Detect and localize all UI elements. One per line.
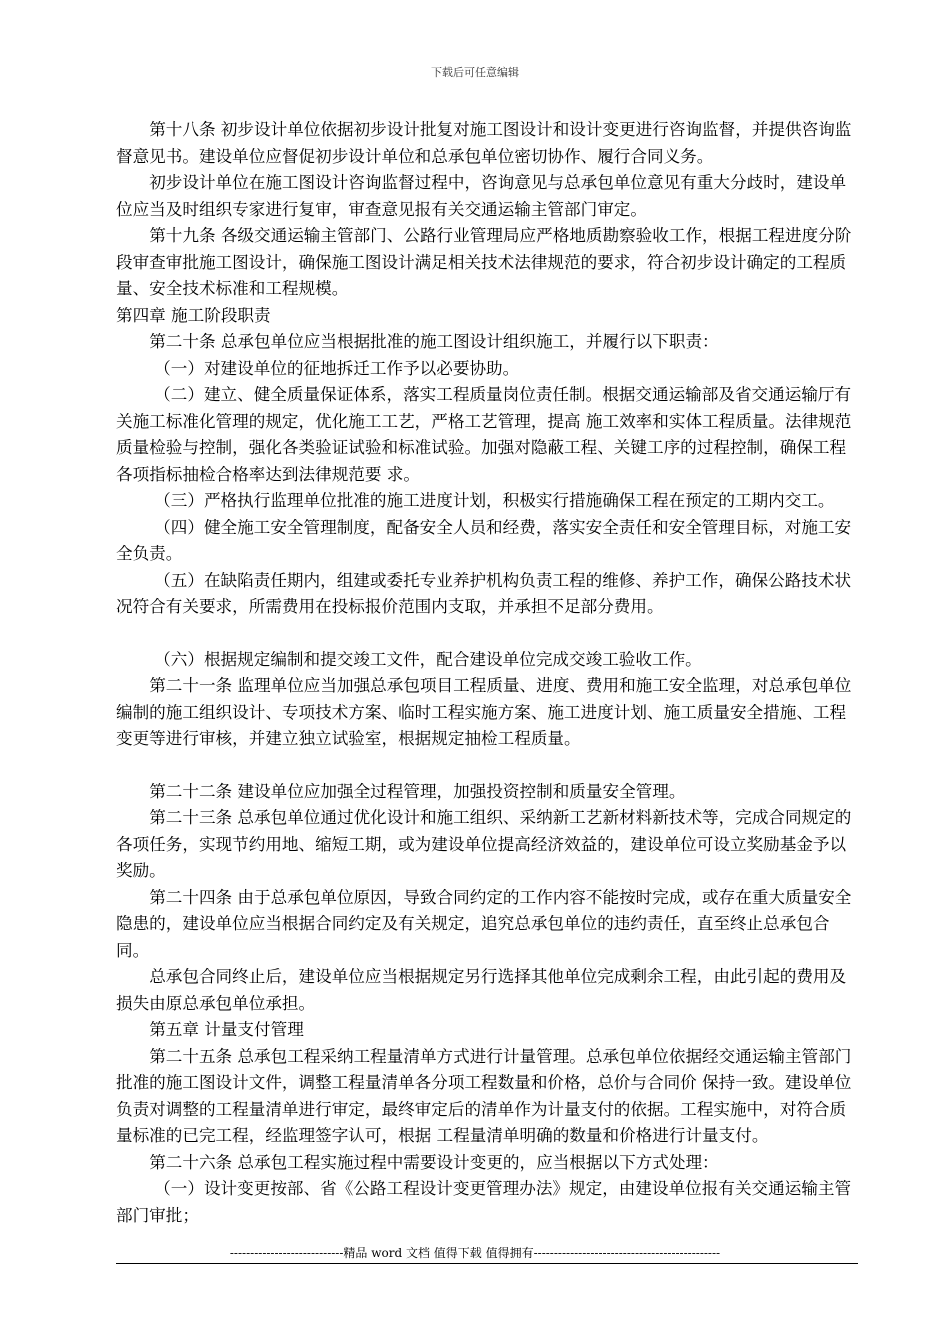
paragraph-article-20: 第二十条 总承包单位应当根据批准的施工图设计组织施工，并履行以下职责： [149,332,719,351]
page-footer: ----------------------------精品 word 文档 值得下载 值得拥有---------------------------------------------- [229,1246,721,1260]
paragraph-article-23: 第二十三条 总承包单位通过优化设计和施工组织、采纳新工艺新材料新技术等，完成合同规定的各项任务，实现节约用地、缩短工期，或为建设单位提高经济效益的，建设单位可设立奖励基金予以奖励。 [116,808,852,880]
footer-rule [116,1263,858,1264]
page-header: 下载后可任意编辑 [431,66,519,79]
chapter-heading-5: 第五章 计量支付管理 [149,1020,304,1039]
list-item-5: （五）在缺陷责任期内，组建或委托专业养护机构负责工程的维修、养护工作，确保公路技术状况符合有关要求，所需费用在投标报价范围内支取，并承担不足部分费用。 [116,570,852,616]
paragraph-article-22: 第二十二条 建设单位应加强全过程管理，加强投资控制和质量安全管理。 [149,781,686,801]
list-item-6: （六）根据规定编制和提交竣工文件，配合建设单位完成交竣工验收工作。 [154,649,702,669]
list-item-4: （四）健全施工安全管理制度，配备安全人员和经费，落实安全责任和安全管理目标，对施工安全负责。 [116,517,852,563]
document-body [116,117,854,1229]
list-item-2: （二）建立、健全质量保证体系，落实工程质量岗位责任制。根据交通运输部及省交通运输厅有关施工标准化管理的规定，优化施工工艺，严格工艺管理，提高 施工效率和实体工程质量。法律规范质量检验与控制，强化各类验证试验和标准试验。加强对隐蔽工程、关键工序的过程控制，确保工程各项指标抽检合格率达到法律规范要 求。 [116,385,852,484]
paragraph-article-24: 第二十四条 由于总承包单位原因，导致合同约定的工作内容不能按时完成，或存在重大质量安全隐患的，建设单位应当根据合同约定及有关规定，追究总承包单位的违约责任，直至终止总承包合同。 [116,887,852,960]
paragraph-article-18: 第十八条 初步设计单位依据初步设计批复对施工图设计和设计变更进行咨询监督，并提供咨询监督意见书。建设单位应督促初步设计单位和总承包单位密切协作、履行合同义务。 [116,120,852,166]
list-item-3: （三）严格执行监理单位批准的施工进度计划，积极实行措施确保工程在预定的工期内交工。 [154,491,835,510]
list-item-26-1: （一）设计变更按部、省《公路工程设计变更管理办法》规定，由建设单位报有关交通运输主管部门审批； [116,1179,852,1225]
paragraph-article-19: 第十九条 各级交通运输主管部门、公路行业管理局应严格地质勘察验收工作，根据工程进度分阶段审查审批施工图设计，确保施工图设计满足相关技术法律规范的要求，符合初步设计确定的工程质量、安全技术标准和工程规模。 [116,226,852,298]
list-item-1: （一）对建设单位的征地拆迁工作予以必要协助。 [154,358,520,378]
paragraph-article-18-cont: 初步设计单位在施工图设计咨询监督过程中，咨询意见与总承包单位意见有重大分歧时，建设单位应当及时组织专家进行复审，审查意见报有关交通运输主管部门审定。 [116,173,847,219]
paragraph-article-21: 第二十一条 监理单位应当加强总承包项目工程质量、进度、费用和施工安全监理，对总承包单位编制的施工组织设计、专项技术方案、临时工程实施方案、施工进度计划、施工质量安全措施、工程变更等进行审核，并建立独立试验室，根据规定抽检工程质量。 [116,676,852,748]
chapter-heading-4: 第四章 施工阶段职责 [116,305,271,325]
paragraph-article-26: 第二十六条 总承包工程实施过程中需要设计变更的，应当根据以下方式处理： [149,1152,719,1172]
paragraph-article-25: 第二十五条 总承包工程采纳工程量清单方式进行计量管理。总承包单位依据经交通运输主管部门批准的施工图设计文件，调整工程量清单各分项工程数量和价格，总价与合同价 保持一致。建设单位负责对调整的工程量清单进行审定，最终审定后的清单作为计量支付的依据。工程实施中，对符合质量标准的已完工程，经监理签字认可，根据 工程量清单明确的数量和价格进行计量支付。 [116,1046,852,1145]
paragraph-article-24-cont: 总承包合同终止后，建设单位应当根据规定另行选择其他单位完成剩余工程，由此引起的费用及损失由原总承包单位承担。 [116,967,847,1013]
